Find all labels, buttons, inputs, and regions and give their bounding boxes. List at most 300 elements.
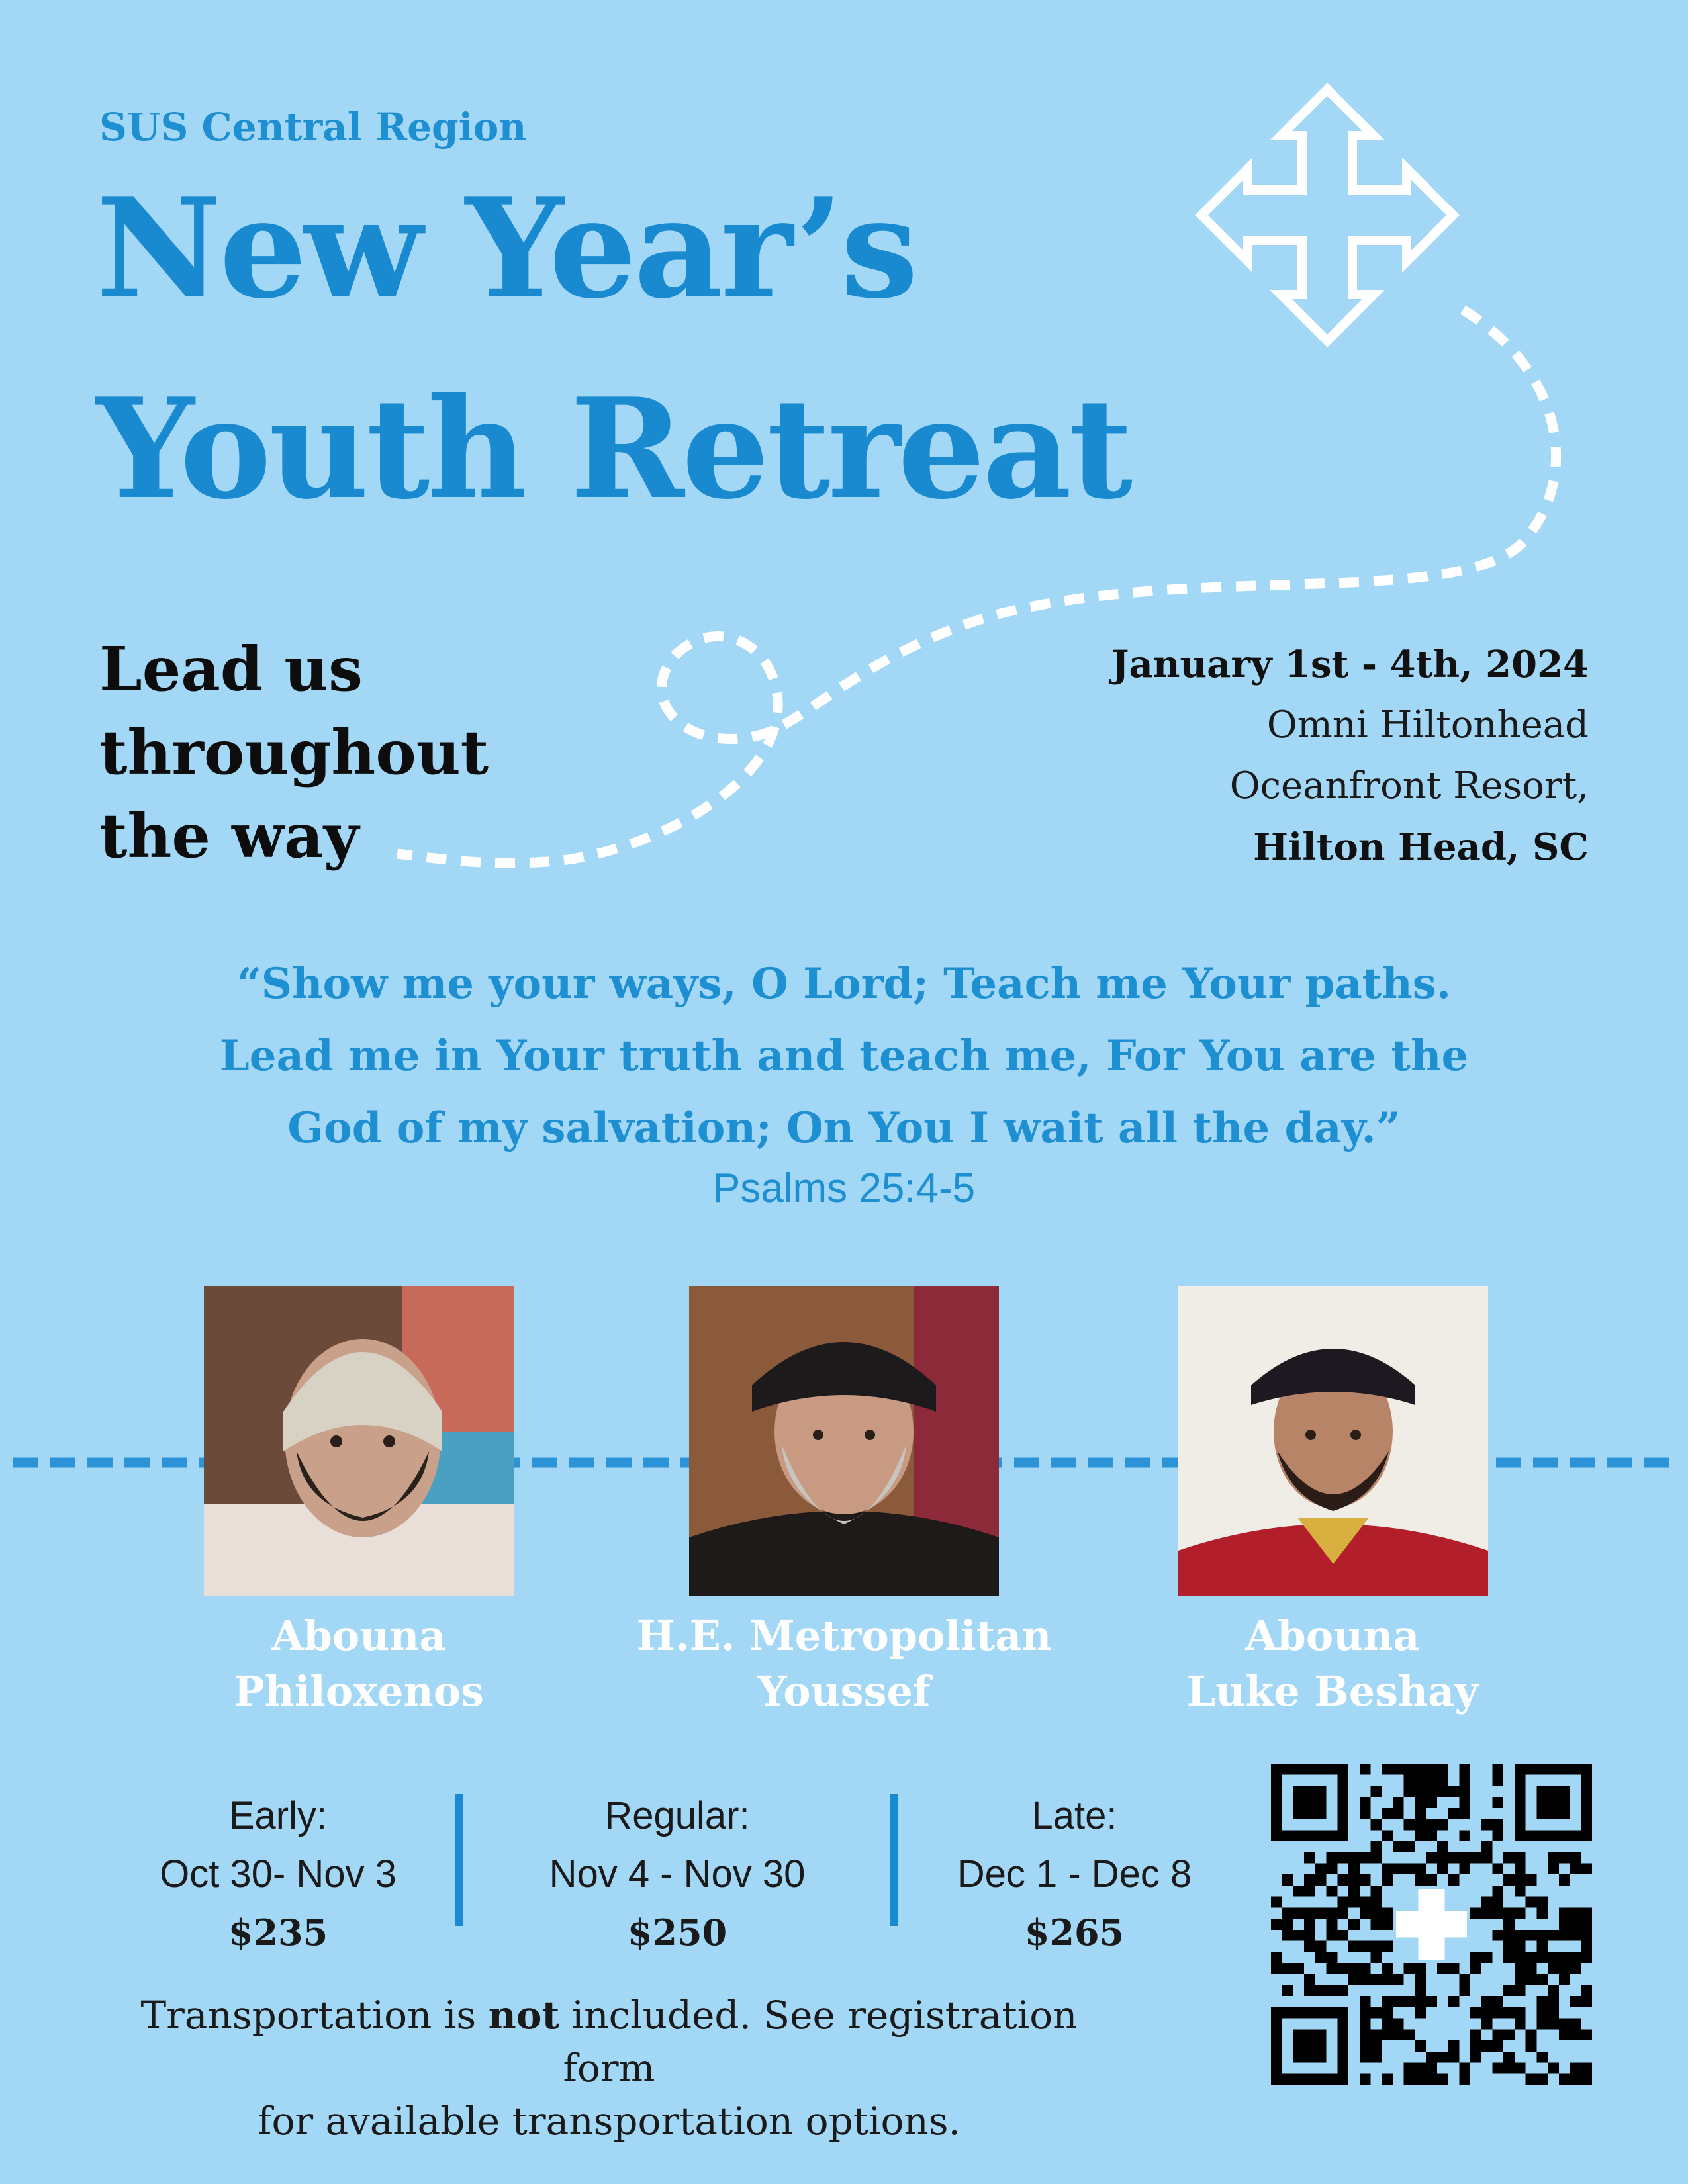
qr-module — [1536, 1996, 1548, 2007]
qr-module — [1526, 2040, 1537, 2052]
qr-module — [1271, 2019, 1282, 2030]
qr-module — [1382, 1919, 1393, 1930]
qr-module — [1437, 1819, 1448, 1831]
qr-module — [1304, 2029, 1315, 2040]
qr-module — [1559, 1963, 1570, 1974]
qr-module — [1536, 1764, 1548, 1775]
qr-module — [1581, 1930, 1592, 1941]
qr-module — [1559, 1764, 1570, 1775]
qr-module — [1293, 2029, 1304, 2040]
qr-module — [1337, 1852, 1348, 1864]
qr-module — [1327, 1963, 1338, 1974]
qr-module — [1536, 2007, 1548, 2019]
qr-module — [1559, 2073, 1570, 2085]
qr-module — [1548, 1808, 1559, 1819]
qr-module — [1459, 1775, 1470, 1786]
qr-module — [1448, 1786, 1460, 1797]
qr-module — [1559, 1797, 1570, 1808]
qr-module — [1503, 1930, 1515, 1941]
qr-module — [1536, 2019, 1548, 2030]
qr-module — [1437, 2052, 1448, 2063]
qr-module — [1503, 2029, 1515, 2040]
qr-module — [1360, 1996, 1371, 2007]
qr-module — [1293, 1764, 1304, 1775]
qr-module — [1437, 1786, 1448, 1797]
qr-module — [1481, 1897, 1493, 1908]
note-part-2: included. See registration form — [559, 1993, 1078, 2091]
qr-module — [1570, 1919, 1581, 1930]
speaker-2-line-2: Youssef — [757, 1667, 931, 1715]
qr-module — [1437, 1963, 1448, 1974]
tier-dates: Oct 30- Nov 3 — [160, 1852, 397, 1895]
qr-module — [1481, 1852, 1493, 1864]
qr-module — [1503, 1985, 1515, 1996]
qr-module — [1459, 2073, 1470, 2085]
qr-module — [1481, 1952, 1493, 1963]
qr-module — [1415, 2007, 1426, 2019]
qr-module — [1282, 1830, 1293, 1841]
qr-module — [1448, 1808, 1460, 1819]
qr-module — [1382, 1864, 1393, 1875]
qr-module — [1371, 1786, 1382, 1797]
qr-module — [1315, 2007, 1327, 2019]
qr-module — [1437, 1775, 1448, 1786]
qr-module — [1481, 1819, 1493, 1831]
region-label: SUS Central Region — [99, 105, 527, 150]
qr-module — [1327, 1930, 1338, 1941]
qr-module — [1371, 2040, 1382, 2052]
qr-module — [1337, 1930, 1348, 1941]
qr-module — [1327, 1919, 1338, 1930]
qr-module — [1503, 2052, 1515, 2063]
qr-module — [1415, 1819, 1426, 1831]
qr-module — [1271, 1963, 1282, 1974]
qr-module — [1515, 1886, 1526, 1897]
qr-module — [1581, 1907, 1592, 1919]
qr-module — [1371, 1919, 1382, 1930]
qr-module — [1503, 1907, 1515, 1919]
qr-module — [1293, 1930, 1304, 1941]
qr-module — [1337, 2073, 1348, 2085]
qr-module — [1548, 1952, 1559, 1963]
qr-module — [1393, 1864, 1404, 1875]
qr-module — [1503, 1941, 1515, 1952]
qr-module — [1415, 2063, 1426, 2074]
qr-module — [1581, 1808, 1592, 1819]
quote-line-2: Lead me in Your truth and teach me, For You are the — [219, 1031, 1469, 1081]
tagline-line-2: throughout — [99, 717, 489, 788]
qr-module — [1304, 2052, 1315, 2063]
qr-module — [1360, 1941, 1371, 1952]
qr-module — [1559, 1808, 1570, 1819]
qr-module — [1304, 1797, 1315, 1808]
qr-module — [1526, 1952, 1537, 1963]
speaker-photo-philoxenos — [204, 1286, 514, 1596]
tier-label: Early: — [228, 1794, 328, 1837]
qr-module — [1581, 1919, 1592, 1930]
qr-module — [1426, 2052, 1437, 2063]
qr-module — [1315, 1907, 1327, 1919]
qr-module — [1337, 2019, 1348, 2030]
qr-module — [1404, 1775, 1415, 1786]
qr-module — [1271, 2052, 1282, 2063]
qr-module — [1404, 1963, 1415, 1974]
qr-module — [1293, 1786, 1304, 1797]
qr-module — [1360, 2040, 1371, 2052]
qr-module — [1315, 2029, 1327, 2040]
qr-module — [1282, 1963, 1293, 1974]
qr-module — [1404, 1786, 1415, 1797]
qr-module — [1348, 1886, 1360, 1897]
qr-module — [1393, 2019, 1404, 2030]
qr-module — [1348, 1864, 1360, 1875]
tagline-line-1: Lead us — [99, 633, 363, 705]
qr-module — [1315, 1830, 1327, 1841]
qr-module — [1459, 1786, 1470, 1797]
qr-module — [1492, 2063, 1503, 2074]
qr-module — [1515, 1952, 1526, 1963]
qr-module — [1470, 1952, 1481, 1963]
qr-module — [1304, 1907, 1315, 1919]
qr-module — [1404, 1764, 1415, 1775]
qr-module — [1503, 1874, 1515, 1886]
qr-module — [1315, 2073, 1327, 2085]
qr-module — [1382, 1830, 1393, 1841]
qr-module — [1337, 2007, 1348, 2019]
qr-module — [1271, 1919, 1282, 1930]
qr-module — [1526, 1963, 1537, 1974]
qr-module — [1315, 1985, 1327, 1996]
qr-module — [1470, 2052, 1481, 2063]
qr-module — [1304, 2007, 1315, 2019]
qr-module — [1315, 2052, 1327, 2063]
qr-module — [1437, 1841, 1448, 1852]
qr-module — [1492, 1897, 1503, 1908]
qr-module — [1536, 1974, 1548, 1985]
qr-module — [1515, 2007, 1526, 2019]
qr-module — [1304, 2040, 1315, 2052]
qr-module — [1536, 2052, 1548, 2063]
qr-module — [1293, 2073, 1304, 2085]
qr-module — [1536, 1897, 1548, 1908]
qr-module — [1581, 1830, 1592, 1841]
note-bold: not — [488, 1993, 560, 2038]
qr-module — [1315, 1952, 1327, 1963]
qr-module — [1371, 1886, 1382, 1897]
qr-module — [1393, 2029, 1404, 2040]
qr-module — [1337, 1786, 1348, 1797]
qr-module — [1526, 1930, 1537, 1941]
qr-module — [1570, 1930, 1581, 1941]
qr-module — [1315, 1764, 1327, 1775]
qr-module — [1293, 1808, 1304, 1819]
qr-module — [1548, 1864, 1559, 1875]
qr-module — [1581, 1864, 1592, 1875]
qr-module — [1271, 1775, 1282, 1786]
qr-module — [1371, 2029, 1382, 2040]
qr-module — [1581, 2063, 1592, 2074]
qr-module — [1515, 1874, 1526, 1886]
qr-module — [1293, 1886, 1304, 1897]
qr-module — [1448, 1963, 1460, 1974]
qr-module — [1515, 1830, 1526, 1841]
qr-module — [1459, 1764, 1470, 1775]
qr-module — [1570, 1764, 1581, 1775]
qr-module — [1459, 1797, 1470, 1808]
qr-module — [1271, 2040, 1282, 2052]
qr-module — [1371, 1952, 1382, 1963]
qr-module — [1360, 2073, 1371, 2085]
qr-module — [1536, 1830, 1548, 1841]
qr-module — [1282, 1919, 1293, 1930]
qr-module — [1548, 1996, 1559, 2007]
tier-price: $235 — [228, 1911, 328, 1954]
qr-module — [1448, 1852, 1460, 1864]
qr-module — [1404, 1841, 1415, 1852]
qr-module — [1271, 2073, 1282, 2085]
qr-module — [1348, 1897, 1360, 1908]
qr-module — [1304, 1764, 1315, 1775]
qr-module — [1526, 1974, 1537, 1985]
qr-module — [1360, 1897, 1371, 1908]
qr-module — [1348, 1963, 1360, 1974]
qr-module — [1382, 2019, 1393, 2030]
qr-module — [1536, 1930, 1548, 1941]
qr-module — [1492, 1907, 1503, 1919]
qr-module — [1503, 1852, 1515, 1864]
qr-module — [1348, 1852, 1360, 1864]
qr-module — [1304, 1830, 1315, 1841]
qr-module — [1337, 1808, 1348, 1819]
qr-module — [1393, 1797, 1404, 1808]
qr-module — [1492, 1830, 1503, 1841]
qr-module — [1492, 1797, 1503, 1808]
qr-module — [1548, 1797, 1559, 1808]
speaker-3-line-1: Abouna — [1245, 1612, 1420, 1660]
qr-module — [1492, 2040, 1503, 2052]
qr-module — [1304, 1886, 1315, 1897]
qr-module — [1371, 2052, 1382, 2063]
qr-module — [1559, 1974, 1570, 1985]
qr-module — [1437, 1764, 1448, 1775]
qr-module — [1570, 1963, 1581, 1974]
qr-module — [1526, 1897, 1537, 1908]
qr-module — [1548, 1830, 1559, 1841]
note-line-1 — [119, 1989, 1099, 2095]
qr-module — [1492, 1764, 1503, 1775]
qr-module — [1515, 1808, 1526, 1819]
qr-module — [1404, 1996, 1415, 2007]
qr-module — [1448, 2052, 1460, 2063]
qr-module — [1559, 1786, 1570, 1797]
qr-module — [1548, 1786, 1559, 1797]
qr-module — [1360, 1963, 1371, 1974]
price-tier-regular — [518, 1787, 836, 1962]
qr-module — [1570, 1852, 1581, 1864]
qr-module — [1559, 2019, 1570, 2030]
qr-module — [1404, 1864, 1415, 1875]
qr-module — [1492, 1864, 1503, 1875]
qr-module — [1470, 1852, 1481, 1864]
qr-module — [1393, 1974, 1404, 1985]
qr-module — [1515, 2063, 1526, 2074]
price-tier-late — [915, 1787, 1233, 1962]
qr-module — [1481, 2007, 1493, 2019]
qr-module — [1293, 1963, 1304, 1974]
qr-module — [1382, 1996, 1393, 2007]
qr-module — [1382, 1963, 1393, 1974]
qr-module — [1426, 1830, 1437, 1841]
qr-module — [1360, 2052, 1371, 2063]
qr-module — [1271, 1830, 1282, 1841]
qr-module — [1515, 1786, 1526, 1797]
qr-module — [1492, 1996, 1503, 2007]
qr-module — [1415, 1985, 1426, 1996]
qr-module — [1570, 2073, 1581, 2085]
qr-module — [1426, 1996, 1437, 2007]
qr-module — [1503, 1919, 1515, 1930]
note-part-1: Transportation is — [140, 1993, 489, 2038]
qr-module — [1481, 2019, 1493, 2030]
qr-module — [1382, 1808, 1393, 1819]
qr-module — [1282, 1764, 1293, 1775]
qr-module — [1282, 1907, 1293, 1919]
qr-module — [1282, 1874, 1293, 1886]
qr-module — [1570, 1830, 1581, 1841]
tier-price: $265 — [1024, 1911, 1125, 1954]
qr-module — [1503, 1952, 1515, 1963]
qr-module — [1382, 2029, 1393, 2040]
qr-module — [1515, 1797, 1526, 1808]
qr-module — [1360, 2007, 1371, 2019]
qr-module — [1415, 1974, 1426, 1985]
qr-center-cross-icon — [1396, 1889, 1467, 1960]
qr-module — [1315, 1786, 1327, 1797]
price-divider-1 — [455, 1794, 463, 1926]
speaker-2-line-1: H.E. Metropolitan — [636, 1612, 1052, 1660]
qr-module — [1548, 1963, 1559, 1974]
speaker-name-1 — [127, 1608, 590, 1719]
speaker-3-line-2: Luke Beshay — [1186, 1667, 1479, 1715]
qr-module — [1559, 1830, 1570, 1841]
note-line-2: for available transportation options. — [258, 2099, 961, 2144]
qr-module — [1470, 1907, 1481, 1919]
qr-module — [1459, 1974, 1470, 1985]
qr-module — [1382, 1874, 1393, 1886]
qr-module — [1415, 1996, 1426, 2007]
qr-module — [1559, 2029, 1570, 2040]
qr-module — [1492, 1930, 1503, 1941]
qr-module — [1337, 1907, 1348, 1919]
coptic-cross-icon — [1188, 83, 1466, 347]
qr-module — [1426, 1786, 1437, 1797]
qr-module — [1348, 1919, 1360, 1930]
price-divider-2 — [890, 1794, 898, 1926]
qr-module — [1526, 1830, 1537, 1841]
qr-module — [1515, 1907, 1526, 1919]
qr-module — [1581, 2029, 1592, 2040]
event-details — [1111, 634, 1589, 878]
qr-module — [1515, 1941, 1526, 1952]
qr-module — [1360, 1797, 1371, 1808]
qr-module — [1271, 2029, 1282, 2040]
qr-module — [1559, 1952, 1570, 1963]
qr-module — [1293, 2007, 1304, 2019]
qr-module — [1570, 1907, 1581, 1919]
qr-module — [1437, 2073, 1448, 2085]
qr-module — [1371, 1852, 1382, 1864]
qr-module — [1360, 1874, 1371, 1886]
venue-line-1: Omni Hiltonhead — [1266, 704, 1589, 747]
qr-module — [1271, 1897, 1282, 1908]
qr-module — [1492, 1886, 1503, 1897]
qr-module — [1470, 2040, 1481, 2052]
qr-module — [1315, 1797, 1327, 1808]
qr-module — [1492, 2007, 1503, 2019]
qr-module — [1327, 1886, 1338, 1897]
qr-module — [1360, 1852, 1371, 1864]
qr-module — [1536, 2073, 1548, 2085]
qr-module — [1515, 1775, 1526, 1786]
qr-module — [1337, 2063, 1348, 2074]
qr-module — [1448, 2040, 1460, 2052]
qr-module — [1426, 1852, 1437, 1864]
qr-module — [1526, 1764, 1537, 1775]
qr-module — [1271, 1786, 1282, 1797]
qr-module — [1271, 1764, 1282, 1775]
tier-price: $250 — [627, 1911, 727, 1954]
qr-module — [1271, 1797, 1282, 1808]
qr-module — [1548, 1930, 1559, 1941]
qr-module — [1360, 1808, 1371, 1819]
qr-module — [1393, 1808, 1404, 1819]
qr-module — [1360, 2019, 1371, 2030]
event-dates: January 1st - 4th, 2024 — [1111, 643, 1589, 686]
qr-module — [1481, 1841, 1493, 1852]
qr-module — [1459, 1808, 1470, 1819]
speaker-1-line-2: Philoxenos — [234, 1667, 484, 1715]
qr-module — [1448, 1996, 1460, 2007]
qr-module — [1271, 1808, 1282, 1819]
qr-module — [1415, 1830, 1426, 1841]
qr-module — [1536, 1952, 1548, 1963]
qr-module — [1570, 1996, 1581, 2007]
qr-module — [1337, 1764, 1348, 1775]
qr-module — [1581, 1819, 1592, 1831]
qr-module — [1337, 1874, 1348, 1886]
qr-module — [1481, 2040, 1493, 2052]
qr-module — [1293, 2040, 1304, 2052]
qr-module — [1570, 1864, 1581, 1875]
qr-module — [1515, 1852, 1526, 1864]
qr-module — [1382, 1974, 1393, 1985]
scripture-reference: Psalms 25:4-5 — [712, 1165, 976, 1211]
qr-module — [1404, 2073, 1415, 2085]
qr-module — [1559, 1874, 1570, 1886]
qr-module — [1337, 2040, 1348, 2052]
qr-module — [1492, 2029, 1503, 2040]
qr-module — [1548, 1764, 1559, 1775]
qr-module — [1382, 1941, 1393, 1952]
registration-qr-code[interactable] — [1271, 1764, 1592, 2085]
qr-module — [1581, 1985, 1592, 1996]
qr-module — [1304, 1930, 1315, 1941]
qr-module — [1570, 2019, 1581, 2030]
qr-module — [1393, 1841, 1404, 1852]
qr-module — [1459, 1852, 1470, 1864]
tier-dates: Nov 4 - Nov 30 — [549, 1852, 806, 1895]
qr-module — [1515, 1819, 1526, 1831]
